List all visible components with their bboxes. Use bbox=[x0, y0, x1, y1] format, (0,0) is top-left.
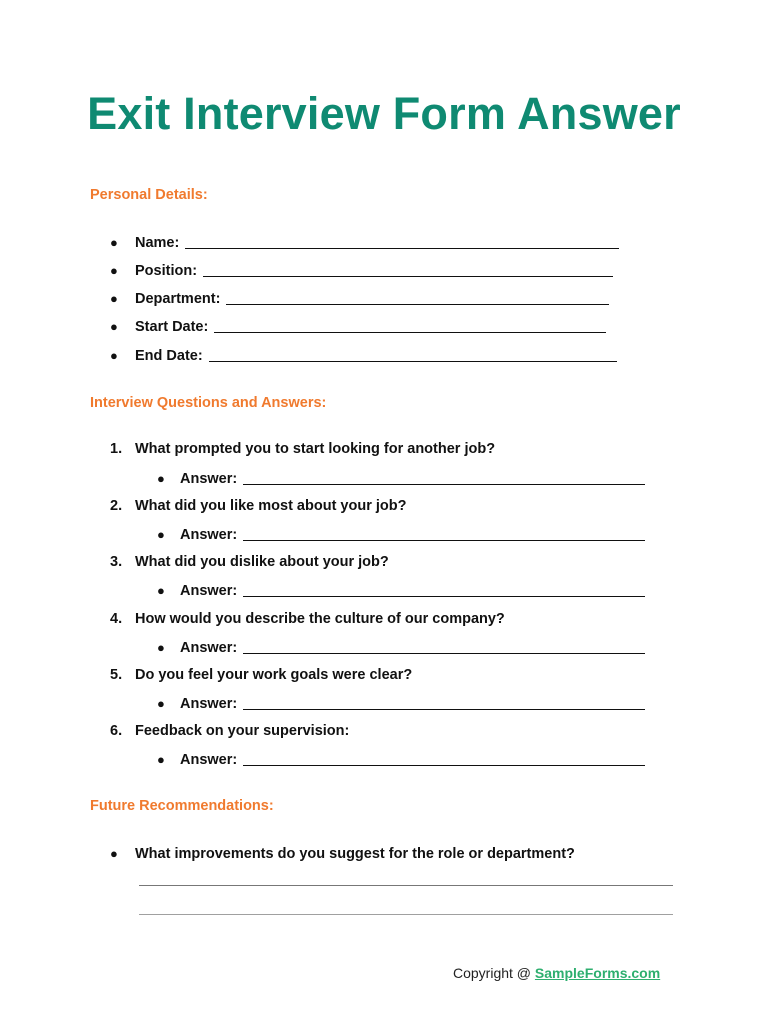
question-text: Feedback on your supervision: bbox=[135, 723, 350, 739]
question-number: 2. bbox=[110, 498, 123, 514]
position-blank[interactable] bbox=[203, 264, 613, 277]
question-item bbox=[110, 441, 495, 461]
end-date-label: End Date: bbox=[135, 348, 203, 364]
answer-label: Answer: bbox=[180, 752, 238, 768]
question-item bbox=[110, 554, 389, 574]
question-number: 5. bbox=[110, 667, 123, 683]
bullet-icon: ● bbox=[157, 696, 165, 711]
personal-details-heading: Personal Details: bbox=[90, 187, 208, 203]
position-label: Position: bbox=[135, 263, 198, 279]
bullet-icon: ● bbox=[157, 640, 165, 655]
bullet-icon: ● bbox=[110, 846, 118, 861]
question-number: 6. bbox=[110, 723, 123, 739]
answer-field[interactable] bbox=[157, 751, 645, 771]
question-number: 4. bbox=[110, 611, 123, 627]
department-label: Department: bbox=[135, 291, 221, 307]
question-text: Do you feel your work goals were clear? bbox=[135, 667, 413, 683]
interview-questions-heading: Interview Questions and Answers: bbox=[90, 395, 327, 411]
department-field[interactable] bbox=[110, 290, 609, 310]
answer-label: Answer: bbox=[180, 527, 238, 543]
bullet-icon: ● bbox=[110, 235, 118, 250]
answer-label: Answer: bbox=[180, 696, 238, 712]
department-blank[interactable] bbox=[226, 292, 609, 305]
name-label: Name: bbox=[135, 235, 180, 251]
bullet-icon: ● bbox=[157, 471, 165, 486]
bullet-icon: ● bbox=[157, 583, 165, 598]
bullet-icon: ● bbox=[157, 752, 165, 767]
name-field[interactable] bbox=[110, 234, 619, 254]
end-date-field[interactable] bbox=[110, 347, 617, 367]
answer-field[interactable] bbox=[157, 582, 645, 602]
improvements-question bbox=[110, 846, 575, 866]
improvements-question-text: What improvements do you suggest for the role or department? bbox=[135, 846, 575, 862]
start-date-label: Start Date: bbox=[135, 319, 209, 335]
answer-blank[interactable] bbox=[243, 697, 645, 710]
answer-field[interactable] bbox=[157, 470, 645, 490]
question-number: 1. bbox=[110, 441, 123, 457]
bullet-icon: ● bbox=[110, 348, 118, 363]
future-recommendations-heading: Future Recommendations: bbox=[90, 798, 274, 814]
question-text: What did you like most about your job? bbox=[135, 498, 407, 514]
bullet-icon: ● bbox=[110, 291, 118, 306]
end-date-blank[interactable] bbox=[209, 349, 617, 362]
start-date-blank[interactable] bbox=[214, 320, 606, 333]
answer-blank[interactable] bbox=[243, 641, 645, 654]
answer-line-1[interactable] bbox=[139, 885, 673, 886]
answer-blank[interactable] bbox=[243, 472, 645, 485]
bullet-icon: ● bbox=[110, 263, 118, 278]
answer-line-2[interactable] bbox=[139, 914, 673, 915]
question-item bbox=[110, 498, 406, 518]
answer-label: Answer: bbox=[180, 471, 238, 487]
answer-blank[interactable] bbox=[243, 528, 645, 541]
copyright-prefix: Copyright @ bbox=[453, 965, 535, 981]
answer-field[interactable] bbox=[157, 639, 645, 659]
answer-field[interactable] bbox=[157, 526, 645, 546]
question-number: 3. bbox=[110, 554, 123, 570]
position-field[interactable] bbox=[110, 262, 613, 282]
start-date-field[interactable] bbox=[110, 318, 606, 338]
bullet-icon: ● bbox=[157, 527, 165, 542]
question-item bbox=[110, 723, 349, 743]
answer-field[interactable] bbox=[157, 695, 645, 715]
answer-label: Answer: bbox=[180, 583, 238, 599]
answer-blank[interactable] bbox=[243, 753, 645, 766]
page-title: Exit Interview Form Answer bbox=[87, 88, 681, 139]
question-item bbox=[110, 611, 505, 631]
copyright-footer bbox=[453, 965, 660, 981]
question-text: What did you dislike about your job? bbox=[135, 554, 389, 570]
question-text: What prompted you to start looking for another job? bbox=[135, 441, 496, 457]
answer-label: Answer: bbox=[180, 640, 238, 656]
question-item bbox=[110, 667, 412, 687]
brand-link[interactable]: SampleForms.com bbox=[534, 965, 661, 981]
answer-blank[interactable] bbox=[243, 584, 645, 597]
question-text: How would you describe the culture of our company? bbox=[135, 611, 505, 627]
bullet-icon: ● bbox=[110, 319, 118, 334]
name-blank[interactable] bbox=[185, 236, 619, 249]
